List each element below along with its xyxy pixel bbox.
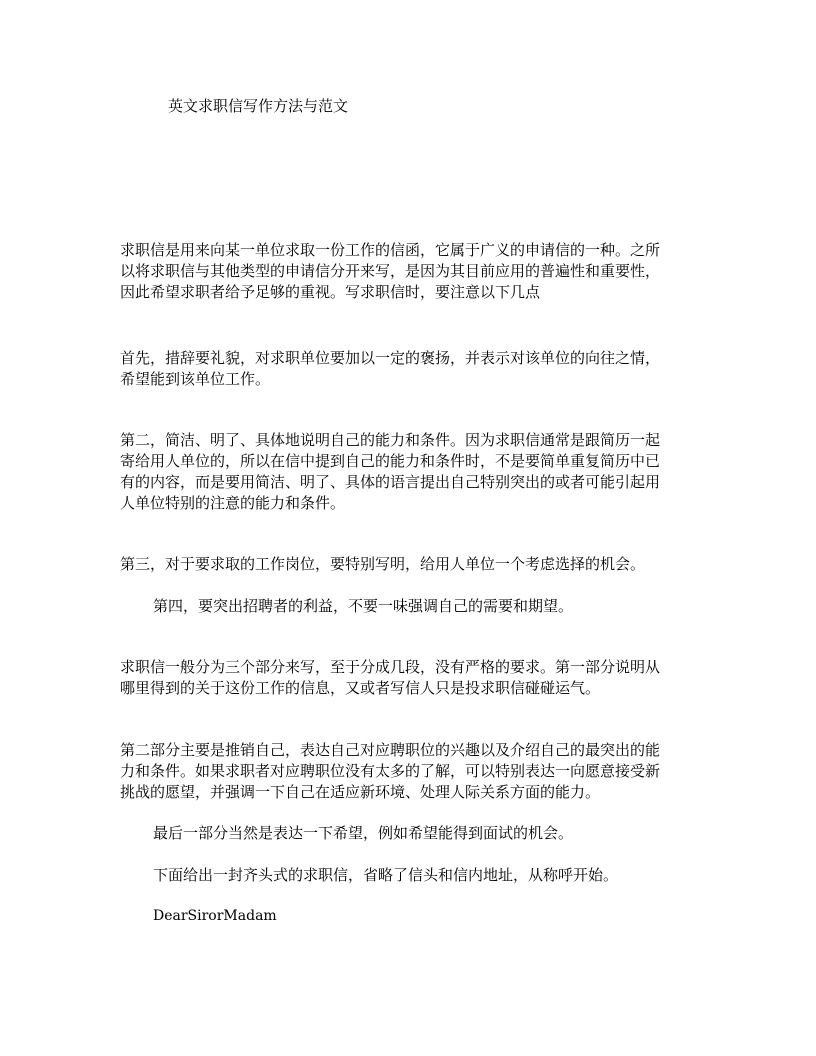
text-line: 下面给出一封齐头式的求职信，省略了信头和信内地址，从称呼开始。 [153, 866, 619, 884]
text-line: 希望能到该单位工作。 [120, 370, 271, 388]
paragraph-intro [120, 240, 660, 303]
text-line: 求职信一般分为三个部分来写，至于分成几段，没有严格的要求。第一部分说明从 [120, 658, 661, 676]
text-line: 哪里得到的关于这份工作的信息，又或者写信人只是投求职信碰碰运气。 [120, 679, 601, 697]
text-line: 以将求职信与其他类型的申请信分开来写，是因为其目前应用的普遍性和重要性， [120, 262, 661, 280]
text-line: 第三，对于要求取的工作岗位，要特别写明，给用人单位一个考虑选择的机会。 [120, 555, 646, 573]
text-line: 因此希望求职者给予足够的重视。写求职信时，要注意以下几点 [120, 283, 541, 301]
letter-salutation: DearSirorMadam [153, 908, 277, 924]
text-line: 挑战的愿望，并强调一下自己在适应新环境、处理人际关系方面的能力。 [120, 783, 601, 801]
text-line: 有的内容，而是要用简洁、明了、具体的语言提出自己特别突出的或者可能引起用 [120, 473, 661, 491]
paragraph-first-point [120, 348, 660, 390]
text-line: 寄给用人单位的，所以在信中提到自己的能力和条件时，不是要简单重复简历中已 [120, 452, 661, 470]
paragraph-second-part [120, 740, 660, 803]
paragraph-sample-intro [153, 865, 618, 886]
paragraph-second-point [120, 430, 660, 514]
text-line: 首先，措辞要礼貌，对求职单位要加以一定的褒扬，并表示对该单位的向往之情， [120, 349, 661, 367]
paragraph-third-point [120, 554, 645, 575]
text-line: 最后一部分当然是表达一下希望，例如希望能得到面试的机会。 [153, 824, 574, 842]
paragraph-fourth-point [153, 596, 573, 617]
paragraph-last-part [153, 823, 573, 844]
document-title: 英文求职信写作方法与范文 [168, 97, 349, 115]
text-line: 求职信是用来向某一单位求取一份工作的信函，它属于广义的申请信的一种。之所 [120, 241, 661, 259]
text-line: 人单位特别的注意的能力和条件。 [120, 494, 346, 512]
text-line: 第二部分主要是推销自己，表达自己对应聘职位的兴趣以及介绍自己的最突出的能 [120, 741, 661, 759]
text-line: 力和条件。如果求职者对应聘职位没有太多的了解，可以特别表达一向愿意接受新 [120, 762, 661, 780]
text-line: 第二，简洁、明了、具体地说明自己的能力和条件。因为求职信通常是跟简历一起 [120, 431, 661, 449]
text-line: 第四，要突出招聘者的利益，不要一味强调自己的需要和期望。 [153, 597, 574, 615]
paragraph-structure [120, 657, 660, 699]
